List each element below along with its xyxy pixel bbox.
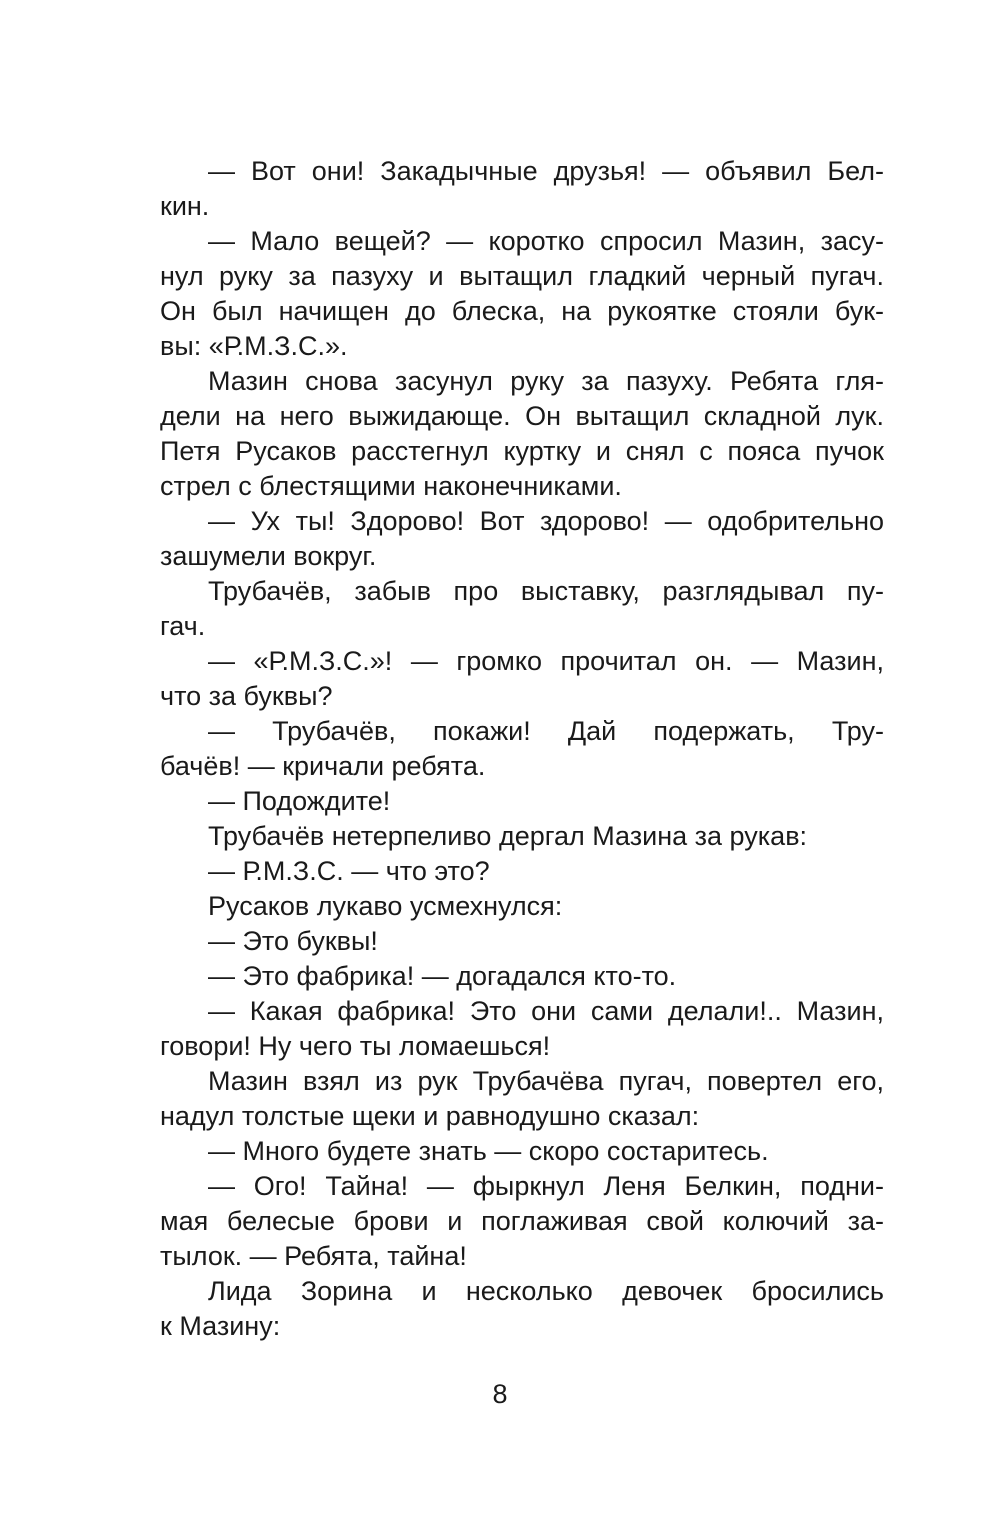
text-line: — Это буквы! — [208, 926, 378, 956]
text-line: к Мазину: — [160, 1311, 281, 1341]
text-line: Петя Русаков расстегнул куртку и снял с пояса пучок — [160, 436, 884, 466]
text-line: — Р.М.З.С. — что это? — [208, 856, 490, 886]
text-line: гач. — [160, 611, 206, 641]
text-line: Трубачёв нетерпеливо дергал Мазина за рукав: — [208, 821, 808, 851]
text-line: Лида Зорина и несколько девочек бросились — [208, 1276, 884, 1306]
text-line: дели на него выжидающе. Он вытащил складной лук. — [160, 401, 884, 431]
text-line: Мазин взял из рук Трубачёва пугач, повертел его, — [208, 1066, 884, 1096]
text-line: мая белесые брови и поглаживая свой колючий за- — [160, 1206, 884, 1236]
text-line: нул руку за пазуху и вытащил гладкий черный пугач. — [160, 261, 884, 291]
text-line: зашумели вокруг. — [160, 541, 377, 571]
text-line: Мазин снова засунул руку за пазуху. Ребята гля- — [208, 366, 884, 396]
text-line: — Подождите! — [208, 786, 391, 816]
text-line: — Это фабрика! — догадался кто-то. — [208, 961, 677, 991]
text-line: стрел с блестящими наконечниками. — [160, 471, 622, 501]
text-line: Он был начищен до блеска, на рукоятке стояли бук- — [160, 296, 884, 326]
text-line: говори! Ну чего ты ломаешься! — [160, 1031, 551, 1061]
text-line: что за буквы? — [160, 681, 333, 711]
text-line: Русаков лукаво усмехнулся: — [208, 891, 563, 921]
text-line: — «Р.М.З.С.»! — громко прочитал он. — Мазин, — [208, 646, 884, 676]
text-line: тылок. — Ребята, тайна! — [160, 1241, 467, 1271]
text-line: — Вот они! Закадычные друзья! — объявил Бел- — [208, 156, 884, 186]
text-line: надул толстые щеки и равнодушно сказал: — [160, 1101, 700, 1131]
text-line: — Трубачёв, покажи! Дай подержать, Тру- — [208, 716, 884, 746]
text-line: — Много будете знать — скоро состаритесь. — [208, 1136, 769, 1166]
page-number: 8 — [492, 1379, 508, 1409]
text-line: кин. — [160, 191, 210, 221]
text-line: — Какая фабрика! Это они сами делали!.. Мазин, — [208, 996, 884, 1026]
text-line: Трубачёв, забыв про выставку, разглядывал пу- — [208, 576, 884, 606]
text-line: вы: «Р.М.З.С.». — [160, 331, 348, 361]
text-line: — Ух ты! Здорово! Вот здорово! — одобрительно — [208, 506, 884, 536]
text-line: — Мало вещей? — коротко спросил Мазин, засу- — [208, 226, 884, 256]
text-line: бачёв! — кричали ребята. — [160, 751, 486, 781]
page-body — [160, 154, 884, 1344]
text-line: — Ого! Тайна! — фыркнул Леня Белкин, подни- — [208, 1171, 884, 1201]
